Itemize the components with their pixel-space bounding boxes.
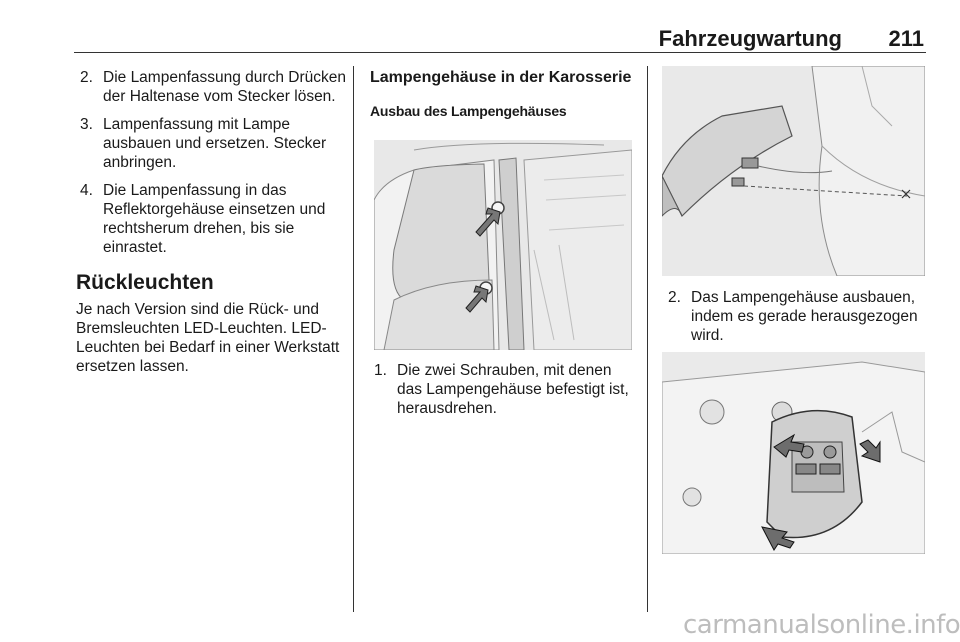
section-title-lampengehaeuse: Lampengehäuse in der Karosserie: [370, 69, 632, 86]
page-title: Fahrzeugwartung: [658, 26, 842, 51]
page-number: 211: [888, 26, 924, 51]
middle-column: [370, 68, 640, 121]
watermark: carmanualsonline.info: [683, 610, 960, 640]
middle-step: [370, 361, 640, 427]
step-list: [664, 288, 929, 345]
list-item: [76, 181, 346, 257]
list-item: [76, 115, 346, 172]
page-header: [74, 24, 926, 52]
step-number: 2.: [668, 289, 681, 306]
right-step: [664, 288, 929, 354]
step-text: Lampenfassung mit Lampe ausbauen und ersetzen. Stecker anbringen.: [103, 116, 327, 171]
section-text: Je nach Version sind die Rück- und Bremsleuchten LED-Leuchten. LED-Leuchten bei Bedarf in einer Werkstatt ersetzen lassen.: [76, 301, 340, 375]
header-rule: [74, 52, 926, 53]
column-divider-right: [647, 66, 648, 612]
step-text: Die zwei Schrauben, mit denen das Lampengehäuse befestigt ist, herausdrehen.: [397, 362, 629, 417]
illustration-screws: [374, 140, 632, 350]
step-number: 3.: [80, 116, 93, 133]
step-number: 2.: [80, 69, 93, 86]
step-text: Die Lampenfassung durch Drücken der Haltenase vom Stecker lösen.: [103, 69, 346, 105]
illustration-housing-removal: [662, 66, 925, 276]
step-text: Die Lampenfassung in das Reflektorgehäuse einsetzen und rechtsherum drehen, bis sie einrastet.: [103, 182, 326, 256]
section-title-rueckleuchten: Rückleuchten: [76, 271, 214, 294]
list-item: [76, 68, 346, 106]
list-item: [370, 361, 640, 418]
subsection-title: Ausbau des Lampengehäuses: [370, 103, 567, 119]
step-list: [370, 361, 640, 418]
left-column: [76, 68, 346, 376]
step-number: 4.: [80, 182, 93, 199]
column-divider-left: [353, 66, 354, 612]
illustration-lamp-housing-detail: [662, 352, 925, 554]
step-list: [76, 68, 346, 257]
step-number: 1.: [374, 362, 387, 379]
step-text: Das Lampengehäuse ausbauen, indem es gerade herausgezogen wird.: [691, 289, 918, 344]
list-item: [664, 288, 929, 345]
